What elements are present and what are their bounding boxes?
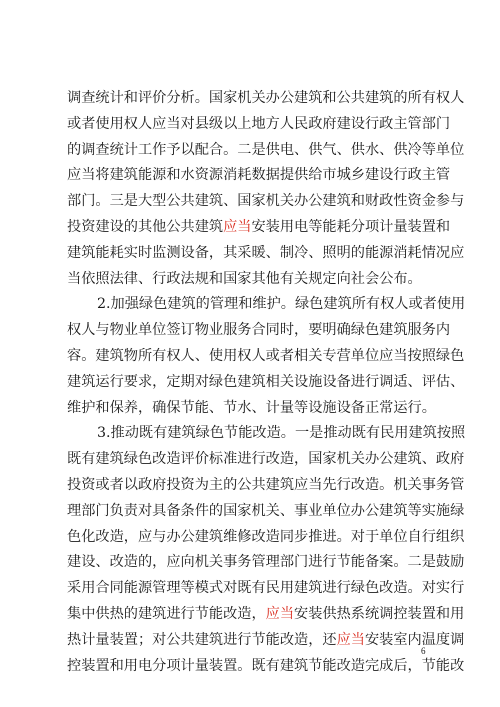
text-run: 安装用电等能耗分项计量装置和 [251,218,451,235]
paragraph-heading-line: 3.推动既有建筑绿色节能改造。一是推动既有民用建筑按照 [97,425,466,442]
text-line: 部门。三是大型公共建筑、国家机关办公建筑和财政性资金参与 [67,193,465,210]
paragraph-heading-line: 2.加强绿色建筑的管理和维护。绿色建筑所有权人或者使用 [97,296,466,313]
text-run: 集中供热的建筑进行节能改造， [67,605,266,622]
text-run: 投资建设的其他公共建筑 [67,218,224,235]
text-line: 控装置和用电分项计量装置。既有建筑节能改造完成后，节能改 [67,657,465,674]
text-line: 当依照法律、行政法规和国家其他有关规定向社会公布。 [67,270,422,287]
page-number: 6 [421,646,426,656]
text-line: 建设、改造的，应向机关事务管理部门进行节能备案。二是鼓励 [67,554,465,571]
text-line: 或者使用权人应当对县级以上地方人民政府建设行政主管部门 [67,115,451,132]
text-line: 建筑能耗实时监测设备，其采暖、制冷、照明的能源消耗情况应 [67,244,465,261]
highlighted-text: 应当 [336,631,365,648]
text-line: 调查统计和评价分析。国家机关办公建筑和公共建筑的所有权人 [67,90,465,106]
text-line: 的调查统计工作予以配合。二是供电、供气、供水、供冷等单位 [67,141,465,158]
text-run: 安装供热系统调控装置和用 [294,605,465,622]
text-line: 容。建筑物所有权人、使用权人或者相关专营单位应当按照绿色 [67,347,465,364]
text-line: 理部门负责对具备条件的国家机关、事业单位办公建筑等实施绿 [67,502,465,519]
text-line [67,215,451,241]
text-line: 权人与物业单位签订物业服务合同时，要明确绿色建筑服务内 [67,322,451,339]
text-line: 维护和保养，确保节能、节水、计量等设施设备正常运行。 [67,399,436,416]
text-line: 投资或者以政府投资为主的公共建筑应当先行改造。机关事务管 [67,476,465,493]
text-run: 热计量装置；对公共建筑进行节能改造，还 [67,631,337,648]
highlighted-text: 应当 [265,605,295,622]
text-line: 色化改造，应与办公建筑维修改造同步推进。对于单位自行组织 [67,528,465,545]
text-line: 既有建筑绿色改造评价标准进行改造，国家机关办公建筑、政府 [67,451,465,468]
text-run: 安装室内温度调 [364,631,465,648]
text-line: 采用合同能源管理等模式对既有民用建筑进行绿色改造。对实行 [67,580,465,597]
text-line [67,602,465,628]
text-line [67,628,465,654]
text-line: 应当将建筑能源和水资源消耗数据提供给市城乡建设行政主管 [67,167,451,184]
text-line: 建筑运行要求，定期对绿色建筑相关设施设备进行调适、评估、 [67,373,465,390]
highlighted-text: 应当 [223,218,252,235]
document-body [67,86,466,679]
